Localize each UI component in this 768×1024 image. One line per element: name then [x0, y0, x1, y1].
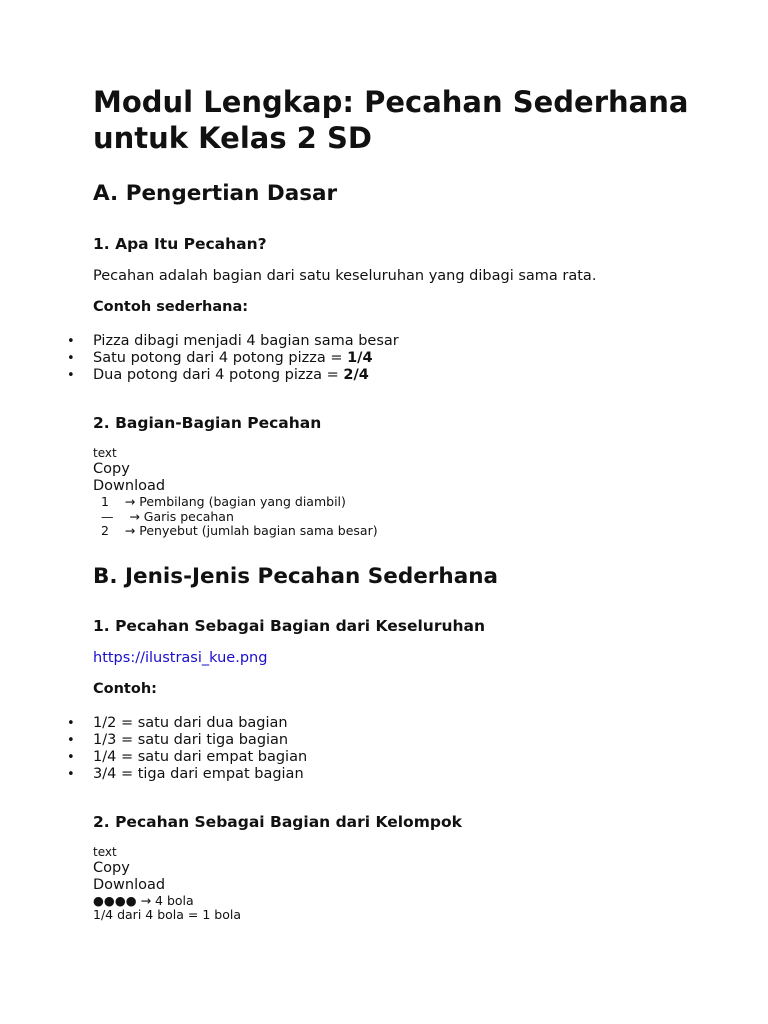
code-line: 1/4 dari 4 bola = 1 bola — [93, 907, 241, 922]
code-line: 1 → Pembilang (bagian yang diambil) — [93, 494, 346, 509]
list-item-bold: 2/4 — [343, 367, 369, 383]
list-item — [67, 714, 733, 732]
list-item-text: Dua potong dari 4 potong pizza = — [93, 367, 344, 383]
list-item-bold: 1/4 — [347, 350, 373, 366]
copy-button[interactable]: Copy — [93, 859, 130, 876]
section-b1-example-label: Contoh: — [93, 680, 157, 697]
list-item-text: 1/4 = satu dari empat bagian — [93, 748, 308, 765]
illustration-link[interactable]: https://ilustrasi_kue.png — [93, 649, 268, 666]
list-item-text: 3/4 = tiga dari empat bagian — [93, 765, 304, 782]
download-button[interactable]: Download — [93, 478, 166, 494]
section-a1-list — [67, 333, 733, 384]
copy-button[interactable]: Copy — [93, 461, 130, 477]
list-item-text: Pizza dibagi menjadi 4 bagian sama besar — [93, 333, 399, 349]
section-a2-heading: 2. Bagian-Bagian Pecahan — [93, 414, 322, 432]
section-b2-heading: 2. Pecahan Sebagai Bagian dari Kelompok — [93, 812, 462, 831]
code-line: — → Garis pecahan — [93, 508, 234, 524]
section-b-heading: B. Jenis-Jenis Pecahan Sederhana — [93, 563, 499, 589]
bullet-icon: • — [67, 351, 75, 366]
bullet-icon: • — [67, 766, 75, 782]
document — [67, 84, 733, 923]
section-a1-paragraph: Pecahan adalah bagian dari satu keseluruhan yang dibagi sama rata. — [93, 268, 597, 284]
section-a-heading: A. Pengertian Dasar — [93, 181, 338, 206]
list-item — [67, 731, 733, 749]
list-item-text: 1/2 = satu dari dua bagian — [93, 714, 288, 731]
code-language-label: text — [93, 844, 117, 859]
bullet-icon: • — [67, 368, 75, 383]
code-line: 2 → Penyebut (jumlah bagian sama besar) — [93, 523, 378, 538]
section-b1-list — [67, 714, 733, 783]
bullet-icon: • — [67, 732, 75, 748]
document-title: Modul Lengkap: Pecahan Sederhana untuk Kelas 2 SD — [93, 85, 689, 155]
list-item — [67, 333, 733, 350]
section-a1-heading: 1. Apa Itu Pecahan? — [93, 235, 267, 253]
list-item — [67, 748, 733, 766]
bullet-icon: • — [67, 715, 75, 731]
section-a1-example-label: Contoh sederhana: — [93, 299, 249, 315]
code-line: ●●●● → 4 bola — [93, 892, 194, 908]
bullet-icon: • — [67, 749, 75, 765]
code-language-label: text — [93, 446, 117, 460]
list-item-text: 1/3 = satu dari tiga bagian — [93, 731, 289, 748]
list-item — [67, 765, 733, 783]
download-button[interactable]: Download — [93, 876, 166, 893]
code-block — [93, 446, 733, 539]
code-block — [93, 845, 733, 923]
list-item — [67, 350, 733, 367]
section-b1-heading: 1. Pecahan Sebagai Bagian dari Keseluruhan — [93, 616, 486, 635]
list-item-text: Satu potong dari 4 potong pizza = — [93, 350, 348, 366]
bullet-icon: • — [67, 334, 75, 349]
list-item — [67, 367, 733, 384]
